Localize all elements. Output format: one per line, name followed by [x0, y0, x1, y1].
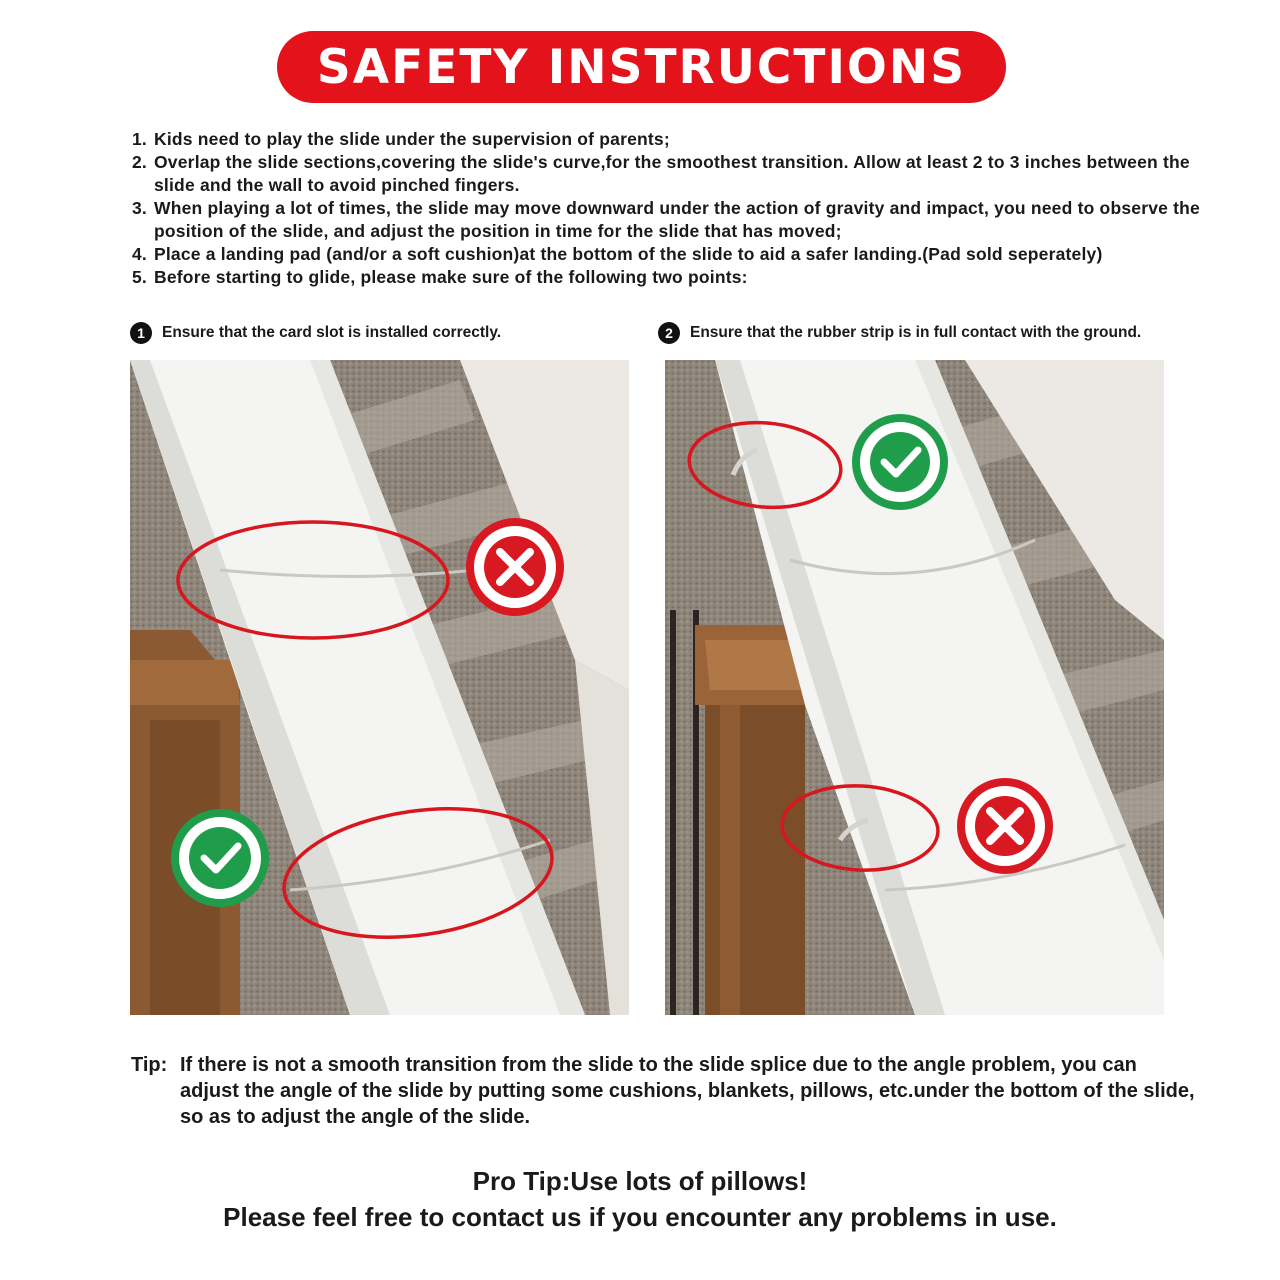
point-caption-1 [130, 322, 501, 344]
contact-text: Please feel free to contact us if you encounter any problems in use. [223, 1202, 1057, 1232]
page-title: SAFETY INSTRUCTIONS [316, 39, 967, 95]
check-icon [175, 813, 265, 903]
cross-icon [470, 522, 560, 612]
instruction-item: 4. Place a landing pad (and/or a soft cushion)at the bottom of the slide to aid a safer landing.(Pad sold seperately) [132, 244, 1103, 264]
slide-photo-rubber-strip [665, 360, 1164, 1015]
number-badge: 2 [658, 322, 680, 344]
number-badge: 1 [130, 322, 152, 344]
tip-block [131, 1052, 1201, 1130]
check-icon [856, 418, 944, 506]
instruction-item: 1. Kids need to play the slide under the supervision of parents; [132, 129, 670, 149]
title-banner [277, 31, 1006, 103]
point-caption-text: Ensure that the rubber strip is in full contact with the ground. [690, 324, 1142, 341]
cross-icon [961, 782, 1049, 870]
instruction-item: 2. Overlap the slide sections,covering the slide's curve,for the smoothest transition. Allow at least 2 to 3 inches between the slide and the wall to avoid pinched fingers. [132, 152, 1190, 195]
point-caption-text: Ensure that the card slot is installed correctly. [162, 324, 502, 341]
instruction-item: 3. When playing a lot of times, the slide may move downward under the action of gravity and impact, you need to observe the position of the slide, and adjust the position in time for the slide that has moved; [132, 198, 1200, 241]
tip-text: If there is not a smooth transition from the slide to the slide splice due to the angle problem, you can adjust the angle of the slide by putting some cushions, blankets, pillows, etc.under the bottom of the slide, so as to adjust the angle of the slide. [180, 1054, 1195, 1128]
point-caption-2 [658, 322, 1141, 344]
instruction-item: 5. Before starting to glide, please make sure of the following two points: [132, 267, 748, 287]
slide-photo-card-slot [130, 360, 629, 1015]
tip-label: Tip: [131, 1054, 168, 1076]
footer [0, 1163, 1280, 1235]
instruction-list [132, 128, 1202, 289]
pro-tip-text: Pro Tip:Use lots of pillows! [472, 1166, 808, 1196]
